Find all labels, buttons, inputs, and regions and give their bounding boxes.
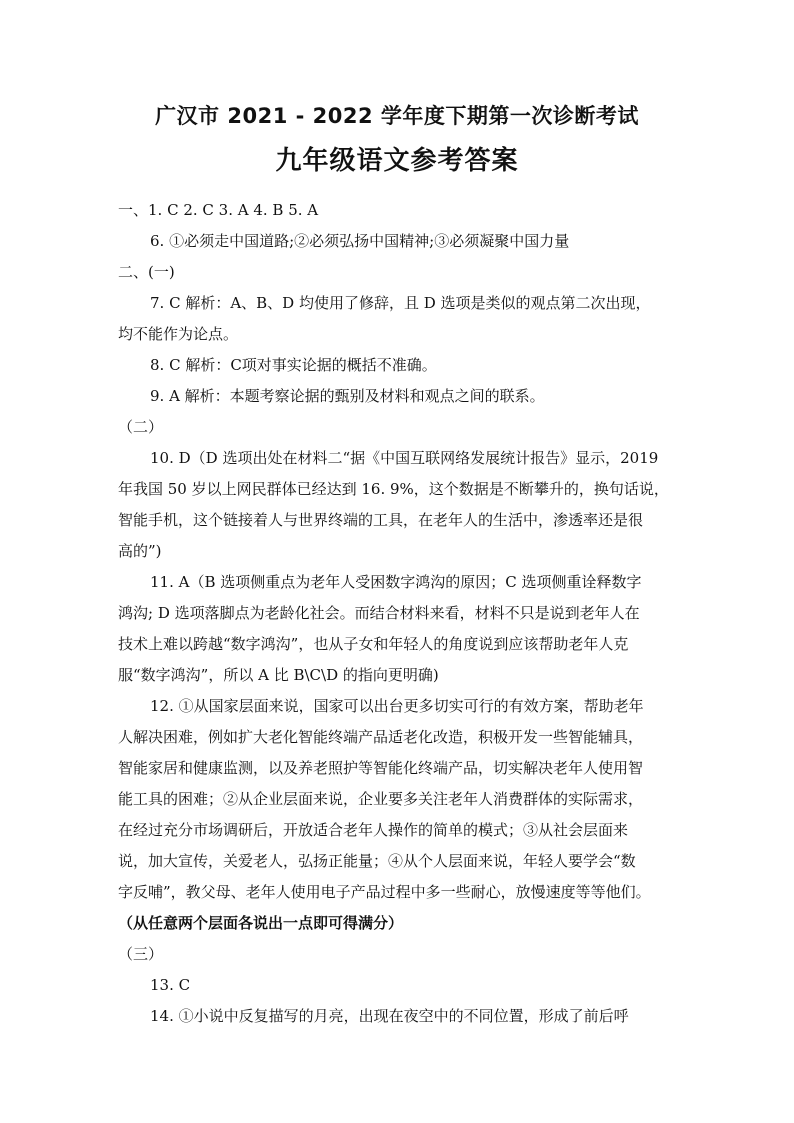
answer-q13: 13. C <box>150 976 191 994</box>
answer-q8: 8. C 解析：C项对事实论据的概括不准确。 <box>150 356 437 374</box>
section1-answers: 一、1. C 2. C 3. A 4. B 5. A <box>118 201 319 219</box>
part2-label: （二） <box>118 418 164 436</box>
answer-q10-line2: 年我国 50 岁以上网民群体已经达到 16. 9%，这个数据是不断攀升的，换句话说， <box>118 480 669 498</box>
answer-q10-line1: 10. D（D 选项出处在材料二“据《中国互联网络发展统计报告》显示，2019 <box>150 449 659 467</box>
answer-q7-line1: 7. C 解析：A、B、D 均使用了修辞，且 D 选项是类似的观点第二次出现， <box>150 294 651 312</box>
section2-label: 二、(一) <box>118 263 175 281</box>
answer-q12-line1: 12. ①从国家层面来说，国家可以出台更多切实可行的有效方案，帮助老年 <box>150 697 644 715</box>
answer-q11-line3: 技术上难以跨越“数字鸿沟”，也从子女和年轻人的角度说到应该帮助老年人克 <box>118 635 629 653</box>
answer-q14-line1: 14. ①小说中反复描写的月亮，出现在夜空中的不同位置，形成了前后呼 <box>150 1007 629 1025</box>
answer-body <box>118 195 686 1032</box>
part3-label: （三） <box>118 945 164 963</box>
answer-q12-line5: 在经过充分市场调研后，开放适合老年人操作的简单的模式；③从社会层面来 <box>118 821 629 839</box>
answer-q6: 6. ①必须走中国道路;②必须弘扬中国精神;③必须凝聚中国力量 <box>150 232 570 250</box>
answer-q12-line2: 人解决困难，例如扩大老化智能终端产品适老化改造，积极开发一些智能辅具， <box>118 728 644 746</box>
page-title: 广汉市 2021 - 2022 学年度下期第一次诊断考试 <box>155 104 639 128</box>
scoring-note: （从任意两个层面各说出一点即可得满分） <box>118 914 404 932</box>
answer-q7-line2: 均不能作为论点。 <box>118 325 239 343</box>
answer-q11-line4: 服“数字鸿沟”，所以 A 比 B\C\D 的指向更明确) <box>118 666 439 684</box>
answer-q12-line4: 能工具的困难；②从企业层面来说，企业要多关注老年人消费群体的实际需求， <box>118 790 644 808</box>
answer-q10-line3: 智能手机，这个链接着人与世界终端的工具，在老年人的生活中，渗透率还是很 <box>118 511 644 529</box>
page-subtitle: 九年级语文参考答案 <box>275 146 519 176</box>
answer-q11-line2: 鸿沟; D 选项落脚点为老龄化社会。而结合材料来看，材料不只是说到老年人在 <box>118 604 640 622</box>
answer-q9: 9. A 解析：本题考察论据的甄别及材料和观点之间的联系。 <box>150 387 545 405</box>
answer-q12-line3: 智能家居和健康监测，以及养老照护等智能化终端产品，切实解决老年人使用智 <box>118 759 644 777</box>
answer-q11-line1: 11. A（B 选项侧重点为老年人受困数字鸿沟的原因；C 选项侧重诠释数字 <box>150 573 642 591</box>
answer-q10-line4: 高的”) <box>118 542 162 560</box>
answer-q12-line7: 字反哺”，教父母、老年人使用电子产品过程中多一些耐心，放慢速度等等他们。 <box>118 883 651 901</box>
answer-q12-line6: 说，加大宣传，关爱老人，弘扬正能量；④从个人层面来说，年轻人要学会“数 <box>118 852 636 870</box>
